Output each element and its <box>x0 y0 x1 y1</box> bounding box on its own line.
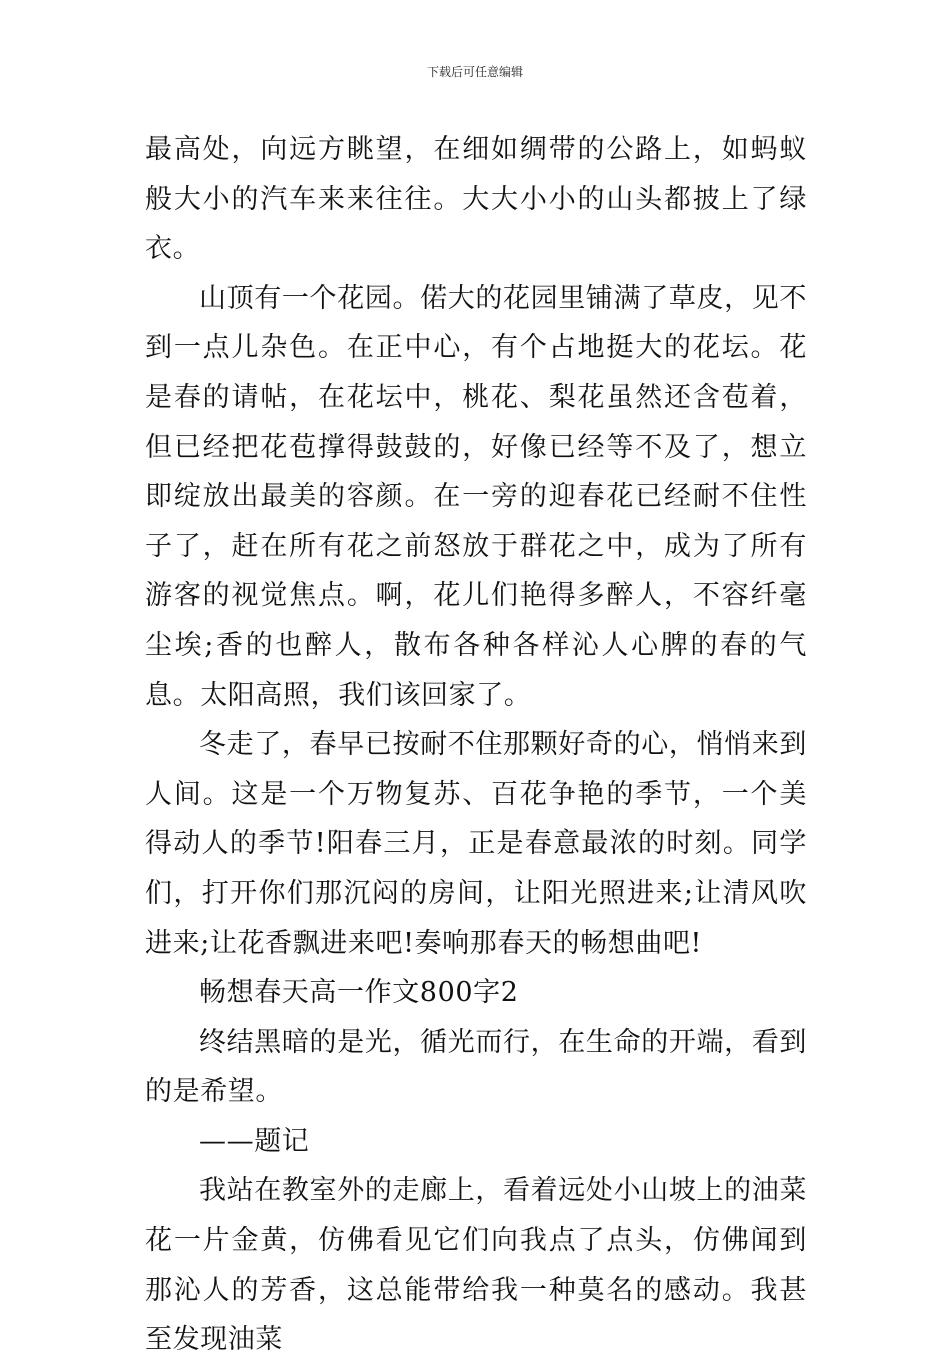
document-body <box>145 125 807 1365</box>
paragraph-3: 冬走了，春早已按耐不住那颗好奇的心，悄悄来到人间。这是一个万物复苏、百花争艳的季节，一个美得动人的季节!阳春三月，正是春意最浓的时刻。同学们，打开你们那沉闷的房间，让阳光照进来;让清风吹进来;让花香飘进来吧!奏响那春天的畅想曲吧! <box>145 729 807 959</box>
epigraph-attribution: ——题记 <box>199 1125 310 1157</box>
epigraph-text: 终结黑暗的是光，循光而行，在生命的开端，看到的是希望。 <box>145 1026 807 1108</box>
essay-title: 畅想春天高一作文800字2 <box>199 977 519 1009</box>
paragraph-2: 山顶有一个花园。偌大的花园里铺满了草皮，见不到一点儿杂色。在正中心，有个占地挺大的花坛。花是春的请帖，在花坛中，桃花、梨花虽然还含苞着，但已经把花苞撑得鼓鼓的，好像已经等不及了，想立即绽放出最美的容颜。在一旁的迎春花已经耐不住性子了，赶在所有花之前怒放于群花之中，成为了所有游客的视觉焦点。啊，花儿们艳得多醉人，不容纤毫尘埃;香的也醉人，散布各种各样沁人心脾的春的气息。太阳高照，我们该回家了。 <box>145 282 807 711</box>
paragraph-4: 我站在教室外的走廊上，看着远处小山坡上的油菜花一片金黄，仿佛看见它们向我点了点头，仿佛闻到那沁人的芳香，这总能带给我一种莫名的感动。我甚至发现油菜 <box>145 1175 807 1356</box>
paragraph-1: 最高处，向远方眺望，在细如绸带的公路上，如蚂蚁般大小的汽车来来往往。大大小小的山头都披上了绿衣。 <box>145 134 807 265</box>
page-header: 下载后可任意编辑 <box>426 65 523 79</box>
